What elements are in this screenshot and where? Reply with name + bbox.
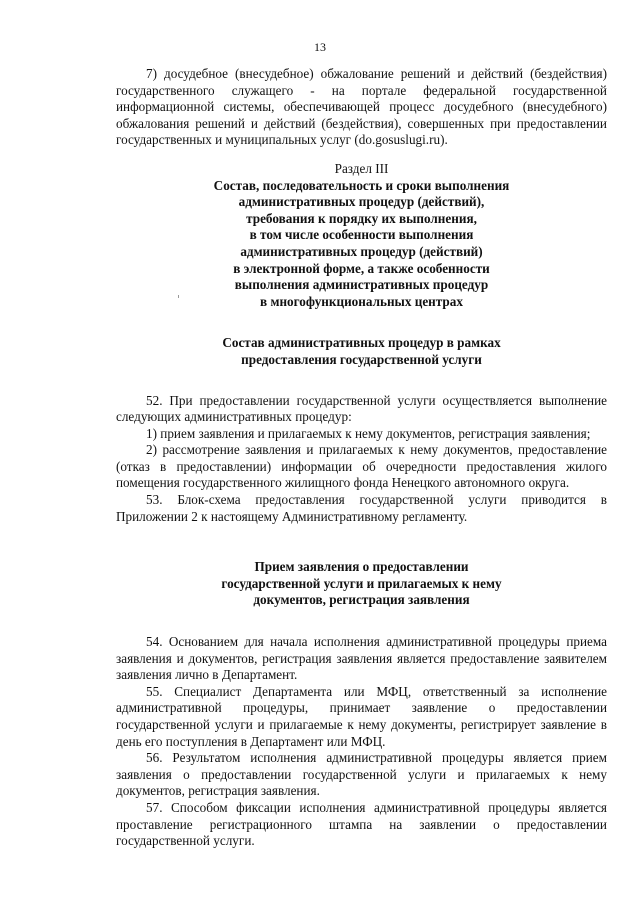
paragraph-item-7: 7) досудебное (внесудебное) обжалование решений и действий (бездействия) государственного служащего - на портале федеральной государственной информационной системы, обеспечивающей процесс досудебного (внесудебного) обжалования решений и действий (бездействия), совершенных при предоставлении государственных и муниципальных услуг (do.gosuslugi.ru). — [116, 66, 607, 148]
section-title-line: Состав, последовательность и сроки выполнения — [213, 177, 510, 193]
paragraph-53: 53. Блок-схема предоставления государственной услуги приводится в Приложении 2 к настоящему Административному регламенту. — [116, 492, 607, 524]
section-title — [116, 178, 607, 311]
paragraph-57: 57. Способом фиксации исполнения административной процедуры является проставление регистрационного штампа на заявлении о предоставлении государственной услуги. — [116, 799, 607, 849]
section-title-line: в том числе особенности выполнения — [249, 227, 474, 243]
section-title-line: административных процедур (действий) — [240, 243, 483, 259]
section-title-line: в многофункциональных центрах — [260, 293, 463, 309]
section-title-line: требования к порядку их выполнения, — [246, 210, 477, 226]
subsection-title-line: государственной услуги и прилагаемых к нему — [221, 575, 502, 591]
spacer — [116, 609, 607, 634]
spacer — [116, 369, 607, 393]
subsection-title-reception — [116, 559, 607, 609]
subsection-title-line: предоставления государственной услуги — [241, 351, 482, 367]
section-title-line: административных процедур (действий), — [238, 194, 485, 210]
section-title-line: выполнения административных процедур — [234, 277, 489, 293]
paragraph-55: 55. Специалист Департамента или МФЦ, ответственный за исполнение административной процедуры, принимает заявление о предоставлении государственной услуги и прилагаемые к нему документы, регистрирует заявление в день его поступления в Департамент или МФЦ. — [116, 683, 607, 749]
list-item-2: 2) рассмотрение заявления и прилагаемых к нему документов, предоставление (отказ в предоставлении) информации об очередности предоставления жилого помещения государственного жилищного фонда Ненецкого автономного округа. — [116, 442, 607, 491]
page-number: 13 — [314, 40, 326, 54]
subsection-title-procedures — [116, 335, 607, 368]
subsection-title-line: Прием заявления о предоставлении — [254, 559, 469, 575]
page-content — [116, 66, 607, 850]
paragraph-54: 54. Основанием для начала исполнения административной процедуры приема заявления и документов, регистрация заявления является предоставление заявителем заявления лично в Департамент. — [116, 634, 607, 683]
subsection-title-line: документов, регистрация заявления — [253, 592, 470, 608]
list-item-1: 1) прием заявления и прилагаемых к нему документов, регистрация заявления; — [146, 425, 591, 441]
section-title-line: в электронной форме, а также особенности — [233, 260, 490, 276]
paragraph-52: 52. При предоставлении государственной услуги осуществляется выполнение следующих административных процедур: — [116, 392, 607, 425]
section-label: Раздел III — [334, 160, 389, 176]
subsection-title-line: Состав административных процедур в рамках — [222, 335, 501, 351]
paragraph-56: 56. Результатом исполнения административной процедуры является прием заявления о предоставлении государственной услуги и прилагаемых к нему документов, регистрация заявления. — [116, 750, 607, 799]
